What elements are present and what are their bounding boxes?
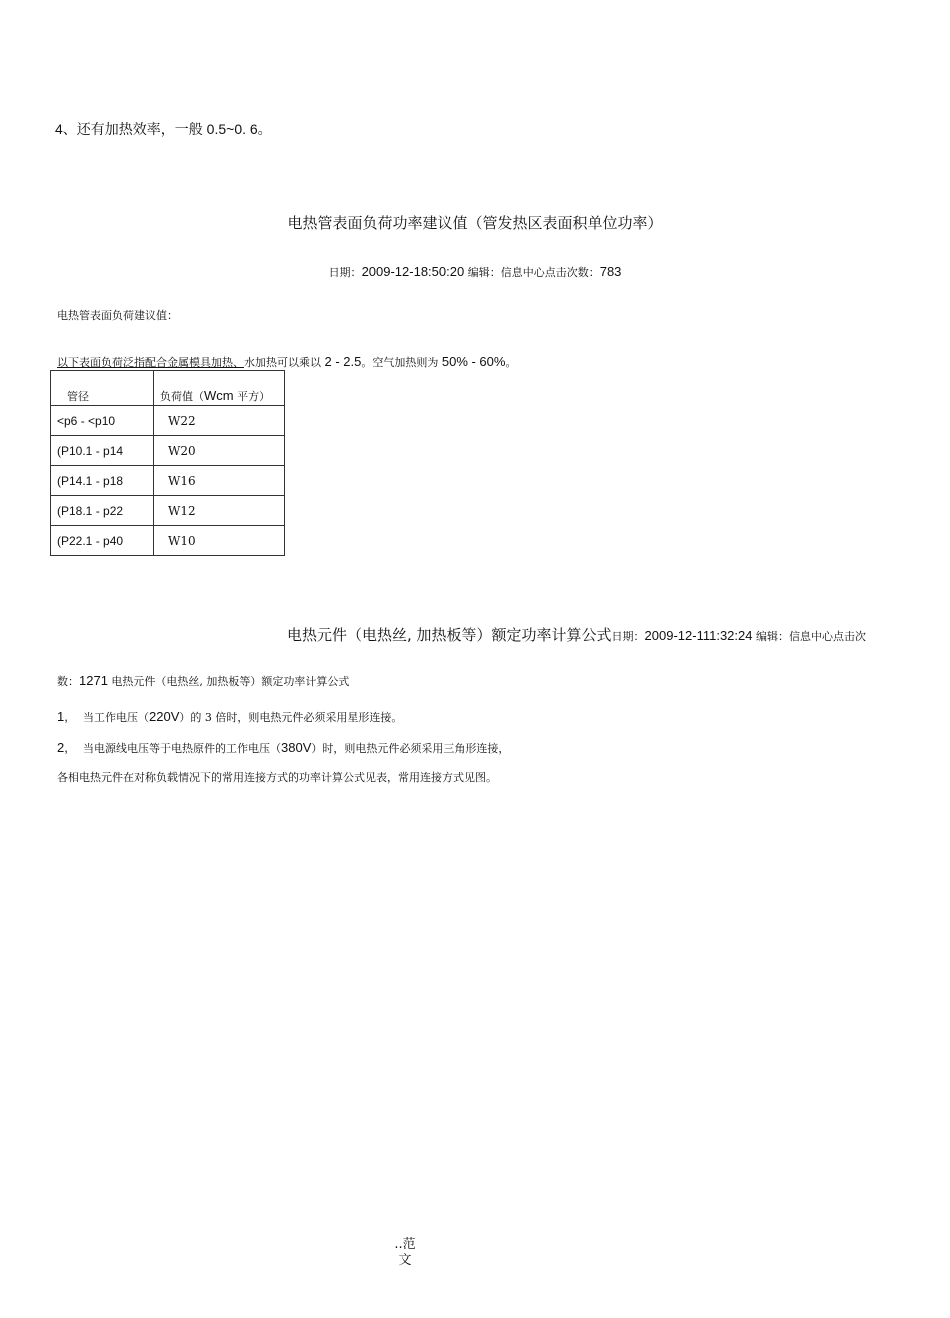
date-label: 日期：	[328, 266, 362, 279]
footer-line-2: 文	[398, 1253, 412, 1268]
header-diameter: 管径	[51, 371, 154, 406]
list-item	[57, 709, 402, 725]
editor-label: 编辑：信息中心点击次数：	[464, 266, 600, 279]
list-item	[57, 740, 509, 756]
load-cell: W22	[154, 406, 285, 436]
click-count: 1271	[79, 673, 108, 688]
section-title-surface-load: 电热管表面负荷功率建议值（管发热区表面积单位功率）	[287, 214, 663, 232]
item-index: 2,	[57, 740, 68, 755]
item-post: ）时，则电热元件必须采用三角形连接，	[311, 742, 510, 755]
subtitle-repeat: 电热元件（电热丝, 加热板等）额定功率计算公式	[107, 675, 350, 688]
item-post: ）的 3 倍时，则电热元件必须采用星形连接。	[179, 711, 403, 724]
diameter-cell: <p6 - <p10	[51, 406, 154, 436]
table-row	[51, 526, 285, 556]
table-header-row	[51, 371, 285, 406]
header-load	[154, 371, 285, 406]
article-meta-1	[0, 264, 950, 280]
table-row	[51, 406, 285, 436]
note-mid2: 。空气加热则为	[361, 356, 442, 369]
diameter-cell: (P18.1 - p22	[51, 496, 154, 526]
header-load-suffix: 平方）	[233, 390, 271, 403]
click-count: 783	[599, 264, 622, 279]
table-row	[51, 436, 285, 466]
note-underlined: 以下表面负荷泛指配合金属模具加热、	[57, 356, 244, 369]
load-cell: W16	[154, 466, 285, 496]
intro-label: 电热管表面负荷建议值：	[57, 309, 178, 322]
table-row	[51, 466, 285, 496]
date-value: 2009-12-18:50:20	[361, 264, 465, 279]
header-load-unit: Wcm	[204, 388, 234, 403]
page-footer	[0, 1237, 810, 1269]
item-index: 1,	[57, 709, 68, 724]
table-row	[51, 496, 285, 526]
diameter-cell: (P22.1 - p40	[51, 526, 154, 556]
note-factor: 2 - 2.5	[324, 354, 362, 369]
load-cell: W10	[154, 526, 285, 556]
surface-load-table	[50, 370, 285, 556]
section2-title-text: 电热元件（电热丝, 加热板等）额定功率计算公式	[287, 626, 612, 644]
footer-line-1: ..范	[394, 1237, 416, 1252]
note-mid: 水加热可以乘以	[244, 356, 325, 369]
load-cell: W20	[154, 436, 285, 466]
voltage-value: 380V	[281, 740, 312, 755]
section-title-rated-power	[287, 624, 866, 645]
diameter-cell: (P14.1 - p18	[51, 466, 154, 496]
item-pre: 当工作电压（	[83, 711, 149, 724]
article-meta-2	[57, 673, 349, 689]
efficiency-line: 4、还有加热效率，一般 0.5~0. 6。	[55, 121, 272, 137]
item-pre: 当电源线电压等于电热原件的工作电压（	[83, 742, 281, 755]
diameter-cell: (P10.1 - p14	[51, 436, 154, 466]
date-label: 日期：	[611, 630, 645, 643]
editor-label: 编辑：信息中心点击次	[752, 630, 866, 643]
load-note	[57, 354, 516, 370]
note-end: 。	[505, 356, 517, 369]
date-value: 2009-12-111:32:24	[644, 628, 753, 643]
summary-line: 各相电热元件在对称负载情况下的常用连接方式的功率计算公式见表，常用连接方式见图。	[57, 771, 497, 784]
load-cell: W12	[154, 496, 285, 526]
header-load-prefix: 负荷值（	[160, 390, 204, 403]
voltage-value: 220V	[149, 709, 180, 724]
count-label: 数：	[57, 675, 79, 688]
note-percent: 50% - 60%	[441, 354, 506, 369]
